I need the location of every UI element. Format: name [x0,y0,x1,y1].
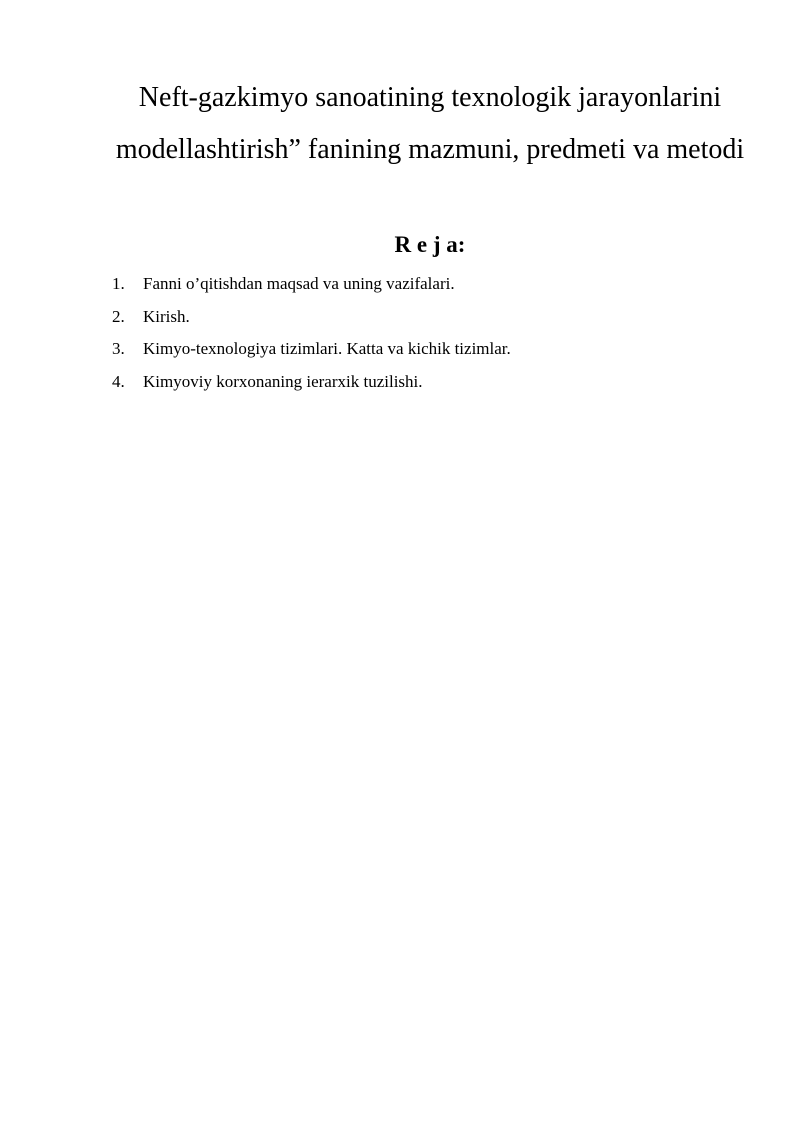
plan-item-number: 4. [112,371,125,391]
plan-item-text: Kimyo-texnologiya tizimlari. Katta va kichik tizimlar. [143,339,511,358]
plan-item-text: Kirish. [143,306,190,326]
plan-item-number: 2. [112,306,125,326]
plan-item-text: Fanni o’qitishdan maqsad va uning vazifalari. [143,274,455,293]
plan-item [112,268,752,301]
plan-list [112,268,752,398]
plan-item [112,366,752,399]
plan-item [112,333,752,366]
document-title: Neft-gazkimyo sanoatining texnologik jarayonlarini modellashtirish” fanining mazmuni, predmeti va metodi [115,82,745,165]
plan-item-text: Kimyoviy korxonaning ierarxik tuzilishi. [143,371,423,391]
plan-heading: R e j a: [394,232,466,257]
plan-item-number: 3. [112,339,125,358]
plan-item [112,301,752,334]
plan-item-number: 1. [112,274,125,293]
